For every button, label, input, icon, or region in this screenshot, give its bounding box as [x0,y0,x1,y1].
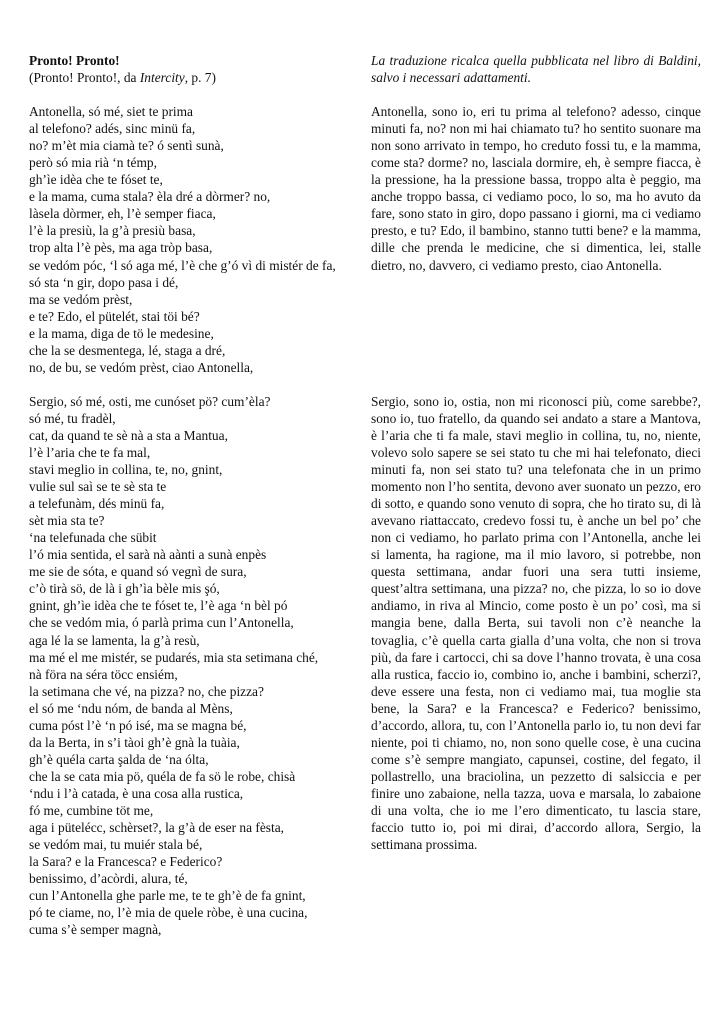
verse-line: só mé, tu fradèl, [29,410,116,426]
verse-line: aga lé la se lamenta, la g’à resù, [29,632,200,648]
verse-line: ma mé el me mistér, se pudarés, mia sta setimana ché, [29,649,319,665]
source-book-title: Intercity [139,70,185,86]
verse-line: la setimana che vé, na pizza? no, che pizza? [29,683,264,699]
verse-line: Sergio, só mé, osti, me cunóset pö? cum’èla? [29,393,271,409]
verse-line: cuma s’è semper magnà, [29,922,162,938]
verse-line: gnint, gh’ìe idèa che te fóset te, l’è aga ‘n bèl pó [29,598,288,614]
verse-line: e la mama, cuma stala? èla dré a dòrmer? no, [29,189,271,205]
verse-line: ‘ndu i l’à catada, è una cosa alla rustica, [29,785,244,801]
verse-line: se vedóm mai, tu muiér stala bé, [29,837,203,853]
source-suffix: , p. 7) [184,70,216,86]
verse-line: a telefunàm, dés minü fa, [29,496,165,512]
verse-line: e te? Edo, el pütelét, stai töi bé? [29,308,200,324]
verse-line: trop alta l’è pès, ma aga tròp basa, [29,240,213,256]
verse-line: Antonella, só mé, siet te prima [29,104,193,120]
verse-line: no, de bu, se vedóm prèst, ciao Antonella, [29,359,254,375]
verse-line: nà föra na séra töcc ensiém, [29,666,178,682]
verse-line: c’ò tirà sö, de là i gh’ìa bèle mis şó, [29,581,220,597]
poem-title: Pronto! Pronto! [29,53,120,68]
poem-source [29,69,361,86]
verse-line: el só me ‘ndu nóm, de banda al Mèns, [29,700,233,716]
verse-line: ‘na telefunada che sübit [29,530,157,546]
translation-note: La traduzione ricalca quella pubblicata nel libro di Baldini, salvo i necessari adattamenti. [371,53,701,86]
verse-line: pó te ciame, no, l’è mia de quele ròbe, è una cucina, [29,905,308,921]
verse-line: só sta ‘n gir, dopo pasa i dé, [29,274,179,290]
verse-line: aga i pütelécc, schèrset?, la g’à de eser na fèsta, [29,820,285,836]
stanza-sergio [29,393,361,939]
verse-line: l’è la presiù, la g’à presiù basa, [29,223,196,239]
verse-line: cuma póst l’è ‘n pó isé, ma se magna bé, [29,717,247,733]
verse-line: l’ó mia sentida, el sarà nà aànti a sunà enpès [29,547,267,563]
verse-line: e la mama, diga de tö le medesine, [29,325,214,341]
verse-line: làsela dòrmer, eh, l’è semper fiaca, [29,206,216,222]
verse-line: che la se cata mia pö, quéla de fa sö le robe, chisà [29,768,296,784]
verse-line: l’è l’aria che te fa mal, [29,444,151,460]
verse-line: la Sara? e la Francesca? e Federico? [29,854,223,870]
verse-line: sèt mia sta te? [29,513,105,529]
translation-sergio: Sergio, sono io, ostia, non mi riconosci più, come sarebbe?, sono io, tuo fratello, da quando sei andato a stare a Mantova, è l’aria che ti fa male, stavi meglio in collina, tu, no, niente, volevo solo sapere se sei stato tu che mi hai telefonato, dieci minuti fa, non sei stato tu? una telefonata che in un primo momento non l’ho sentita, devono aver suonato un pezzo, ero di sotto, e quando sono venuto di sopra, che ho tirato su, di là avevano riattaccato, credevo fossi tu, è anche un bel po’ che non ci vediamo, ho parlato prima con l’Antonella, anche lei si lamenta, ha ragione, ma il mio lavoro, si potrebbe, non questa settimana, andar fuori una sera tutti insieme, quest’altra settimana, una pizza? no, che pizza, lo so io dove andiamo, in riva al Mincio, come posto è un po’ così, ma si mangia bene, dalla Berta, sui tavoli non c’è neanche la tovaglia, c’è quella carta gialla d’una volta, che non si trova più, da fare i cartocci, chi sa dove l’hanno trovata, è una cosa alla rustica, faccio io, combino io, anche i bambini, scherzi?, deve essere una festa, non ci vediamo mai, tua moglie sta bene, la Sara? e la Francesca? e Federico? benissimo, d’accordo, allora, tu, con l’Antonella parlo io, tu non devi far niente, poi ti chiamo, no, non sono quelle cose, è una cucina come s’è sempre mangiato, capunsei, costine, del fegato, il pollastrello, una braciolina, un pezzetto di salsiccia e per finire uno zabaione, nella tazza, uova e marsala, lo zabaione di una volta, che io me l’ero dimenticato, tu lascia stare, faccio tutto io, poi mi dirai, d’accordo allora, Sergio, la settimana prossima. [371,393,701,853]
verse-line: cat, da quand te sè nà a sta a Mantua, [29,427,228,443]
verse-line: ma se vedóm prèst, [29,291,133,307]
verse-line: fó me, cumbine töt me, [29,802,154,818]
source-prefix: (Pronto! Pronto!, da [29,70,140,86]
verse-line: che la se desmentega, lé, staga a dré, [29,342,226,358]
verse-line: se vedóm póc, ‘l só aga mé, l’è che g’ó vì di mistér de fa, [29,257,336,273]
verse-line: vulie sul saì se te sè sta te [29,479,167,495]
verse-line: da la Berta, in s’i tàoi gh’è gnà la tuàia, [29,734,240,750]
dialect-column [29,52,361,938]
translation-antonella: Antonella, sono io, eri tu prima al telefono? adesso, cinque minuti fa, no? non mi hai chiamato tu? ho sentito suonare ma non sono arrivato in tempo, ho creduto fossi tu, e la mamma, come sta? dorme? no, lasciala dormire, eh, è sempre fiacca, è la pressione, ha la pressione bassa, troppo alta è peggio, ma anche troppo bassa, ci vediamo poco, lo so, ma ho avuto da fare, sono stato in giro, dopo passano i giorni, ma ci vediamo presto, e tu? Edo, il bambino, stanno tutti bene? e la mamma, dille che prenda le medicine, che si dimentica, lei, stalle dietro, no, davvero, ci vediamo presto, ciao Antonella. [371,104,701,273]
verse-line: che se vedóm mia, ó parlà prima cun l’Antonella, [29,615,294,631]
verse-line: benissimo, d’acòrdi, alura, té, [29,871,188,887]
verse-line: no? m’èt mia ciamà te? ó sentì sunà, [29,138,224,154]
verse-line: al telefono? adés, sinc minü fa, [29,121,196,137]
verse-line: gh’ìe idèa che te fóset te, [29,172,163,188]
column-spacer [371,274,701,393]
verse-line: gh’è quéla carta şalda de ‘na ólta, [29,751,209,767]
translation-column [371,52,701,853]
verse-line: però só mia rià ‘n témp, [29,155,157,171]
verse-line: cun l’Antonella ghe parle me, te te gh’è de fa gnint, [29,888,306,904]
verse-line: stavi meglio in collina, te, no, gnint, [29,462,223,478]
verse-line: me sie de sóta, e quand só vegnì de sura, [29,564,247,580]
stanza-antonella [29,103,361,376]
